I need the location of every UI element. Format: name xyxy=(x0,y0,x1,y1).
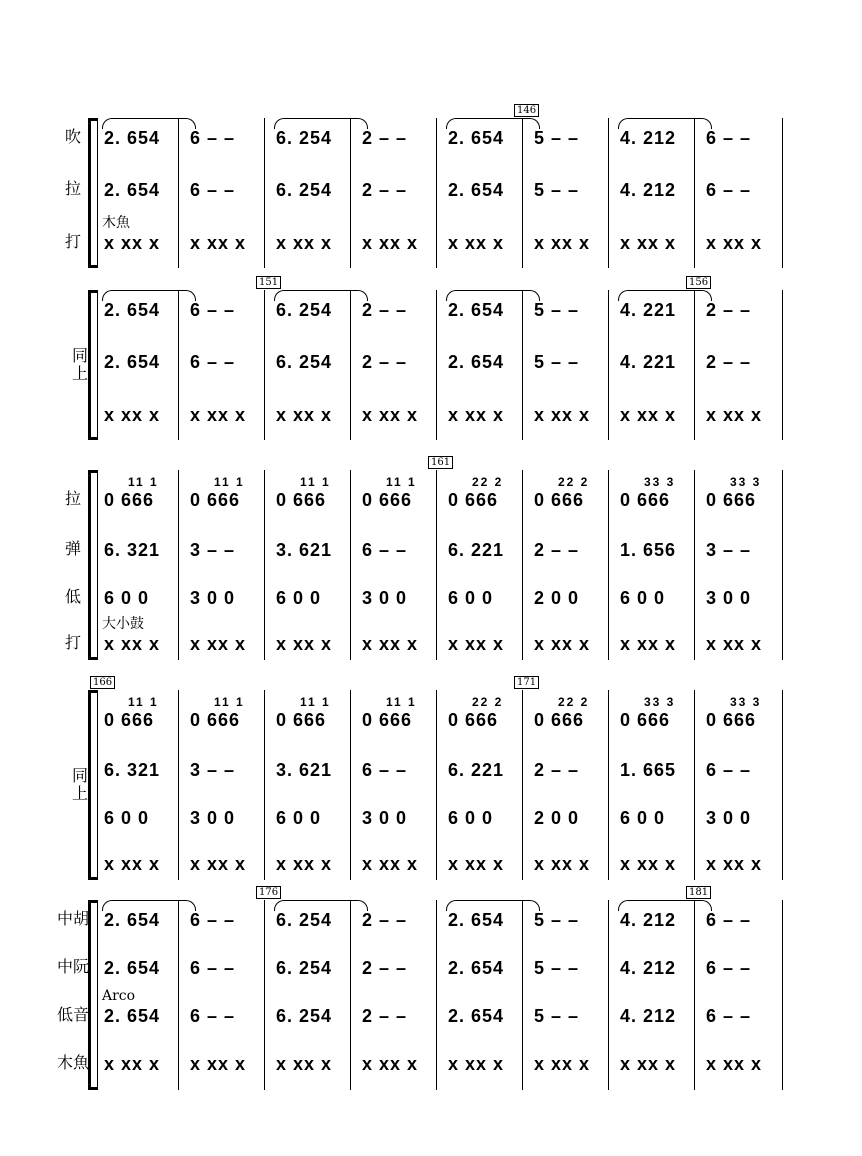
measure-cell: 0 666 xyxy=(362,490,413,510)
instrument-label: 中阮 xyxy=(56,957,89,976)
barline xyxy=(436,290,437,440)
measure-cell: 0 666 xyxy=(104,490,155,510)
measure-cell: 6. 321 xyxy=(104,540,161,560)
measure-cell: x xx x xyxy=(448,1054,505,1074)
measure-cell: 6. 254 xyxy=(276,128,333,148)
barline xyxy=(350,118,351,268)
measure-cell: 6 – – xyxy=(706,910,752,930)
measure-cell: 2. 654 xyxy=(104,958,161,978)
barline xyxy=(97,900,98,1090)
barline xyxy=(608,470,609,660)
measure-cell: 6 – – xyxy=(190,352,236,372)
measure-cell: 0 666 xyxy=(362,710,413,730)
measure-cell: x xx x xyxy=(104,634,161,654)
barline xyxy=(350,690,351,880)
measure-cell: 6 – – xyxy=(190,958,236,978)
measure-cell: 2 – – xyxy=(362,128,408,148)
rehearsal-mark: 156 xyxy=(686,276,711,289)
measure-cell: 6 – – xyxy=(706,958,752,978)
barline xyxy=(350,290,351,440)
measure-cell: 3 0 0 xyxy=(706,588,752,608)
measure-cell: 2 0 0 xyxy=(534,808,580,828)
annotation-text: 大小鼓 xyxy=(102,616,144,632)
barline xyxy=(97,118,98,268)
barline xyxy=(264,118,265,268)
measure-cell: 6 0 0 xyxy=(104,808,150,828)
measure-cell: 3 0 0 xyxy=(706,808,752,828)
measure-cell: 6 0 0 xyxy=(448,808,494,828)
instrument-label: 吹 xyxy=(64,127,81,146)
measure-cell: 2. 654 xyxy=(104,910,161,930)
phrase-slur xyxy=(446,290,540,301)
measure-cell: 0 666 xyxy=(448,710,499,730)
barline xyxy=(608,118,609,268)
measure-cell: 2. 654 xyxy=(104,128,161,148)
chord-numbers: 22 2 xyxy=(558,695,590,709)
barline xyxy=(782,900,783,1090)
measure-cell: 2 0 0 xyxy=(534,588,580,608)
measure-cell: 4. 212 xyxy=(620,128,677,148)
measure-cell: 6 – – xyxy=(190,128,236,148)
barline xyxy=(522,900,523,1090)
measure-cell: 2 – – xyxy=(706,352,752,372)
barline xyxy=(694,690,695,880)
measure-cell: 2. 654 xyxy=(448,180,505,200)
measure-cell: 4. 221 xyxy=(620,352,677,372)
measure-cell: x xx x xyxy=(534,1054,591,1074)
measure-cell: 6 – – xyxy=(706,128,752,148)
barline xyxy=(264,900,265,1090)
chord-numbers: 11 1 xyxy=(386,695,417,709)
measure-cell: 0 666 xyxy=(190,490,241,510)
measure-cell: x xx x xyxy=(620,405,677,425)
measure-cell: 5 – – xyxy=(534,958,580,978)
measure-cell: 1. 665 xyxy=(620,760,677,780)
measure-cell: x xx x xyxy=(706,854,763,874)
measure-cell: 6. 221 xyxy=(448,760,505,780)
phrase-slur xyxy=(446,900,540,911)
chord-numbers: 22 2 xyxy=(472,695,504,709)
measure-cell: 0 666 xyxy=(448,490,499,510)
annotation-text: 木魚 xyxy=(102,215,130,231)
barline xyxy=(522,118,523,268)
instrument-label: 同上 xyxy=(71,766,88,803)
barline xyxy=(694,900,695,1090)
measure-cell: 3 – – xyxy=(190,760,236,780)
measure-cell: x xx x xyxy=(190,405,247,425)
instrument-label: 弹 xyxy=(64,539,81,558)
barline xyxy=(97,290,98,440)
barline xyxy=(264,690,265,880)
measure-cell: x xx x xyxy=(534,634,591,654)
measure-cell: 0 666 xyxy=(706,710,757,730)
measure-cell: x xx x xyxy=(276,233,333,253)
barline xyxy=(350,900,351,1090)
measure-cell: 0 666 xyxy=(276,490,327,510)
score-system xyxy=(0,887,862,1090)
measure-cell: 6 0 0 xyxy=(104,588,150,608)
measure-cell: 3 0 0 xyxy=(190,808,236,828)
rehearsal-mark: 171 xyxy=(514,676,539,689)
barline xyxy=(350,470,351,660)
measure-cell: 2. 654 xyxy=(448,352,505,372)
barline xyxy=(178,290,179,440)
barline xyxy=(436,900,437,1090)
measure-cell: 6. 254 xyxy=(276,352,333,372)
measure-cell: 2. 654 xyxy=(104,1006,161,1026)
instrument-label: 同上 xyxy=(71,346,88,383)
measure-cell: 6. 254 xyxy=(276,958,333,978)
measure-cell: 2. 654 xyxy=(104,300,161,320)
chord-numbers: 33 3 xyxy=(730,475,762,489)
measure-cell: 6 0 0 xyxy=(448,588,494,608)
measure-cell: 2. 654 xyxy=(104,180,161,200)
measure-cell: x xx x xyxy=(448,854,505,874)
measure-cell: 6 – – xyxy=(706,180,752,200)
measure-cell: x xx x xyxy=(190,233,247,253)
phrase-slur xyxy=(102,118,196,129)
measure-cell: x xx x xyxy=(620,854,677,874)
measure-cell: x xx x xyxy=(620,1054,677,1074)
measure-cell: 6 – – xyxy=(362,540,408,560)
measure-cell: 3 0 0 xyxy=(190,588,236,608)
chord-numbers: 11 1 xyxy=(214,695,245,709)
measure-cell: 2. 654 xyxy=(448,958,505,978)
measure-cell: 5 – – xyxy=(534,1006,580,1026)
barline xyxy=(782,690,783,880)
measure-cell: 3 0 0 xyxy=(362,808,408,828)
measure-cell: x xx x xyxy=(276,405,333,425)
measure-cell: x xx x xyxy=(448,405,505,425)
chord-numbers: 22 2 xyxy=(558,475,590,489)
score-system xyxy=(0,457,862,660)
measure-cell: 2. 654 xyxy=(448,128,505,148)
measure-cell: 2 – – xyxy=(362,910,408,930)
measure-cell: 0 666 xyxy=(104,710,155,730)
phrase-slur xyxy=(102,290,196,301)
barline xyxy=(522,690,523,880)
measure-cell: x xx x xyxy=(706,233,763,253)
measure-cell: 5 – – xyxy=(534,910,580,930)
measure-cell: 3 0 0 xyxy=(362,588,408,608)
measure-cell: 6 0 0 xyxy=(620,808,666,828)
barline xyxy=(264,470,265,660)
measure-cell: 5 – – xyxy=(534,128,580,148)
score-system xyxy=(0,677,862,880)
phrase-slur xyxy=(618,118,712,129)
phrase-slur xyxy=(274,118,368,129)
measure-cell: x xx x xyxy=(706,405,763,425)
chord-numbers: 22 2 xyxy=(472,475,504,489)
measure-cell: 6. 254 xyxy=(276,180,333,200)
measure-cell: 6 – – xyxy=(362,760,408,780)
measure-cell: 4. 212 xyxy=(620,180,677,200)
measure-cell: x xx x xyxy=(620,634,677,654)
measure-cell: 4. 212 xyxy=(620,958,677,978)
phrase-slur xyxy=(618,900,712,911)
measure-cell: 2 – – xyxy=(534,760,580,780)
measure-cell: x xx x xyxy=(362,1054,419,1074)
barline xyxy=(264,290,265,440)
measure-cell: x xx x xyxy=(448,233,505,253)
measure-cell: x xx x xyxy=(104,854,161,874)
phrase-slur xyxy=(618,290,712,301)
measure-cell: 0 666 xyxy=(534,490,585,510)
barline xyxy=(608,900,609,1090)
chord-numbers: 11 1 xyxy=(214,475,245,489)
measure-cell: 0 666 xyxy=(534,710,585,730)
measure-cell: x xx x xyxy=(276,634,333,654)
measure-cell: 2 – – xyxy=(362,352,408,372)
measure-cell: 5 – – xyxy=(534,300,580,320)
barline xyxy=(694,290,695,440)
barline xyxy=(782,118,783,268)
measure-cell: 2 – – xyxy=(362,1006,408,1026)
barline xyxy=(436,118,437,268)
chord-numbers: 33 3 xyxy=(644,475,676,489)
measure-cell: 2. 654 xyxy=(448,300,505,320)
barline xyxy=(178,900,179,1090)
instrument-label: 拉 xyxy=(64,179,81,198)
measure-cell: 6. 254 xyxy=(276,1006,333,1026)
barline xyxy=(522,470,523,660)
rehearsal-mark: 161 xyxy=(428,456,453,469)
chord-numbers: 33 3 xyxy=(730,695,762,709)
measure-cell: 5 – – xyxy=(534,180,580,200)
measure-cell: 3 – – xyxy=(190,540,236,560)
chord-numbers: 33 3 xyxy=(644,695,676,709)
measure-cell: 6. 221 xyxy=(448,540,505,560)
phrase-slur xyxy=(274,900,368,911)
measure-cell: 1. 656 xyxy=(620,540,677,560)
instrument-label: 低 xyxy=(64,587,81,606)
measure-cell: 3. 621 xyxy=(276,760,333,780)
measure-cell: x xx x xyxy=(448,634,505,654)
rehearsal-mark: 176 xyxy=(256,886,281,899)
measure-cell: 0 666 xyxy=(276,710,327,730)
measure-cell: 6 0 0 xyxy=(620,588,666,608)
measure-cell: x xx x xyxy=(534,854,591,874)
score-system xyxy=(0,277,862,440)
measure-cell: 2 – – xyxy=(362,180,408,200)
rehearsal-mark: 166 xyxy=(90,676,115,689)
measure-cell: 4. 212 xyxy=(620,1006,677,1026)
measure-cell: x xx x xyxy=(362,405,419,425)
measure-cell: x xx x xyxy=(104,233,161,253)
measure-cell: 2. 654 xyxy=(448,910,505,930)
measure-cell: 3 – – xyxy=(706,540,752,560)
barline xyxy=(436,470,437,660)
measure-cell: 6. 254 xyxy=(276,300,333,320)
measure-cell: x xx x xyxy=(190,1054,247,1074)
barline xyxy=(782,290,783,440)
measure-cell: x xx x xyxy=(190,854,247,874)
measure-cell: 2 – – xyxy=(362,300,408,320)
measure-cell: 2 – – xyxy=(706,300,752,320)
phrase-slur xyxy=(274,290,368,301)
measure-cell: x xx x xyxy=(534,405,591,425)
measure-cell: 6 – – xyxy=(706,760,752,780)
measure-cell: x xx x xyxy=(706,634,763,654)
measure-cell: 2. 654 xyxy=(104,352,161,372)
measure-cell: 0 666 xyxy=(190,710,241,730)
barline xyxy=(522,290,523,440)
chord-numbers: 11 1 xyxy=(128,475,159,489)
barline xyxy=(97,470,98,660)
instrument-label: 低音 xyxy=(56,1005,89,1024)
measure-cell: 0 666 xyxy=(620,710,671,730)
measure-cell: 2 – – xyxy=(362,958,408,978)
barline xyxy=(694,118,695,268)
phrase-slur xyxy=(102,900,196,911)
measure-cell: x xx x xyxy=(104,1054,161,1074)
measure-cell: 4. 221 xyxy=(620,300,677,320)
measure-cell: 4. 212 xyxy=(620,910,677,930)
measure-cell: 6. 321 xyxy=(104,760,161,780)
measure-cell: 6 – – xyxy=(190,300,236,320)
measure-cell: 2. 654 xyxy=(448,1006,505,1026)
measure-cell: 6 – – xyxy=(190,910,236,930)
barline xyxy=(608,290,609,440)
measure-cell: 6. 254 xyxy=(276,910,333,930)
barline xyxy=(436,690,437,880)
barline xyxy=(694,470,695,660)
measure-cell: 6 0 0 xyxy=(276,588,322,608)
instrument-label: 打 xyxy=(64,633,81,652)
measure-cell: x xx x xyxy=(362,854,419,874)
measure-cell: 6 – – xyxy=(190,180,236,200)
rehearsal-mark: 181 xyxy=(686,886,711,899)
measure-cell: 6 0 0 xyxy=(276,808,322,828)
measure-cell: 6 – – xyxy=(706,1006,752,1026)
barline xyxy=(178,690,179,880)
barline xyxy=(178,118,179,268)
measure-cell: x xx x xyxy=(190,634,247,654)
rehearsal-mark: 146 xyxy=(514,104,539,117)
measure-cell: x xx x xyxy=(276,854,333,874)
score-system xyxy=(0,105,862,268)
phrase-slur xyxy=(446,118,540,129)
chord-numbers: 11 1 xyxy=(128,695,159,709)
barline xyxy=(97,690,98,880)
instrument-label: 打 xyxy=(64,232,81,251)
measure-cell: 5 – – xyxy=(534,352,580,372)
measure-cell: x xx x xyxy=(276,1054,333,1074)
measure-cell: x xx x xyxy=(706,1054,763,1074)
measure-cell: x xx x xyxy=(362,233,419,253)
measure-cell: 0 666 xyxy=(706,490,757,510)
instrument-label: 中胡 xyxy=(56,909,89,928)
barline xyxy=(178,470,179,660)
measure-cell: x xx x xyxy=(362,634,419,654)
measure-cell: 3. 621 xyxy=(276,540,333,560)
instrument-label: 拉 xyxy=(64,489,81,508)
measure-cell: x xx x xyxy=(534,233,591,253)
barline xyxy=(782,470,783,660)
measure-cell: 6 – – xyxy=(190,1006,236,1026)
measure-cell: x xx x xyxy=(620,233,677,253)
measure-cell: 2 – – xyxy=(534,540,580,560)
measure-cell: 0 666 xyxy=(620,490,671,510)
chord-numbers: 11 1 xyxy=(300,475,331,489)
chord-numbers: 11 1 xyxy=(386,475,417,489)
chord-numbers: 11 1 xyxy=(300,695,331,709)
rehearsal-mark: 151 xyxy=(256,276,281,289)
barline xyxy=(608,690,609,880)
annotation-text: Arco xyxy=(102,988,136,1004)
measure-cell: x xx x xyxy=(104,405,161,425)
instrument-label: 木魚 xyxy=(56,1053,89,1072)
